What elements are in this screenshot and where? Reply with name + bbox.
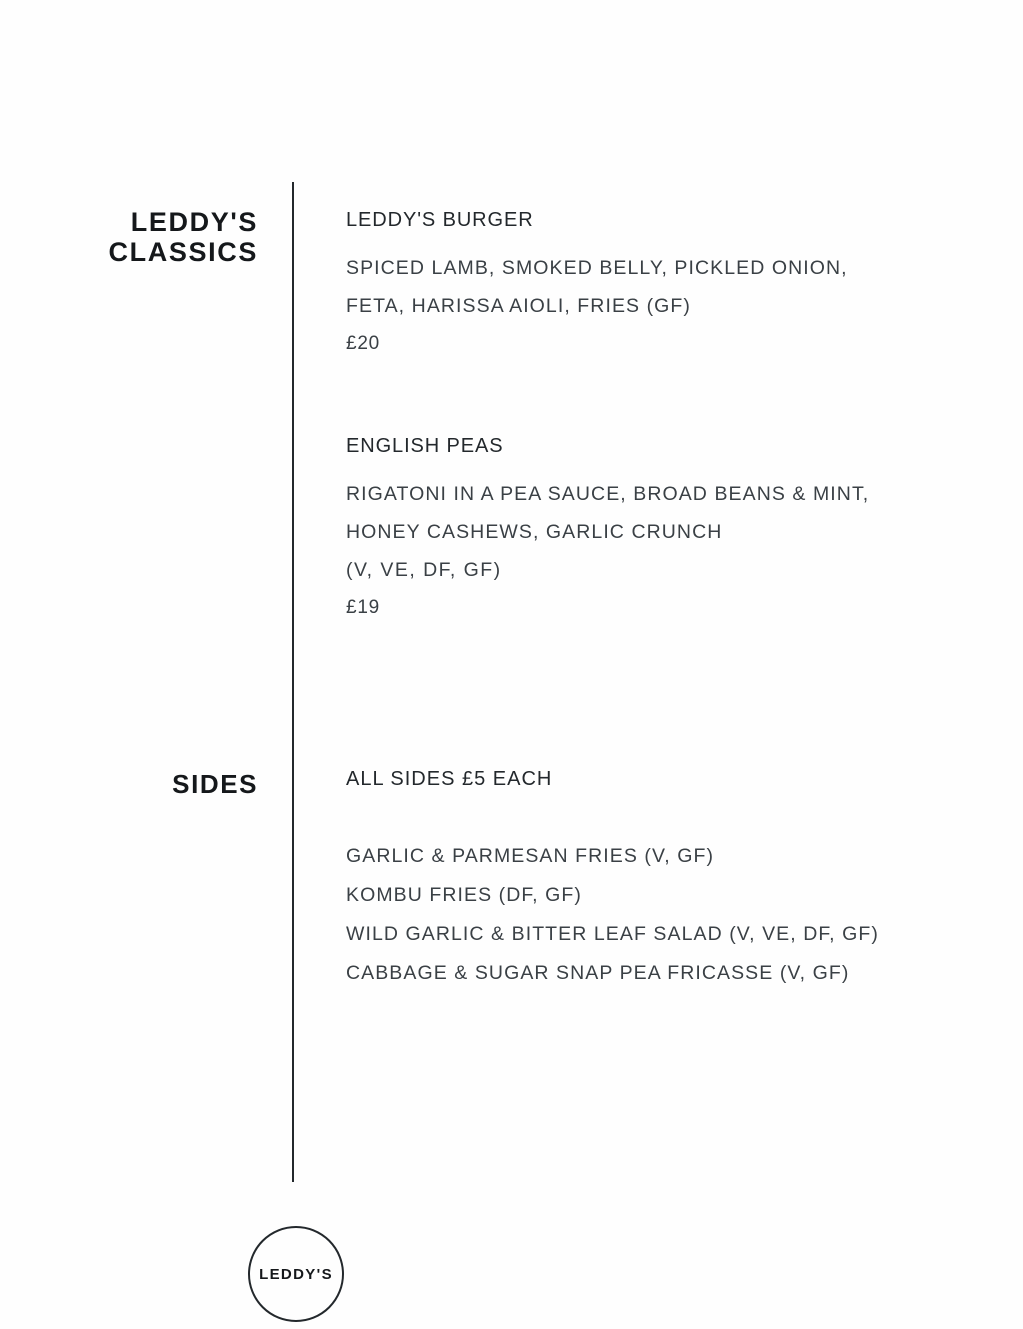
menu-item-price: £20 (346, 333, 380, 355)
menu-item-description-line-2: HONEY CASHEWS, GARLIC CRUNCH (346, 521, 723, 544)
menu-item-price: £19 (346, 597, 380, 619)
list-item: CABBAGE & SUGAR SNAP PEA FRICASSE (V, GF) (346, 962, 850, 984)
menu-item-english-peas (346, 434, 966, 626)
section-heading-classics (40, 207, 258, 267)
section-heading-classics-line-2: CLASSICS (108, 237, 258, 268)
item-spacer (346, 404, 966, 434)
section-heading-classics-line-1: LEDDY'S (130, 207, 258, 237)
leddys-logo (248, 1226, 344, 1322)
list-item: GARLIC & PARMESAN FRIES (V, GF) (346, 845, 715, 867)
list-item: KOMBU FRIES (DF, GF) (346, 884, 582, 906)
section-heading-sides-line-1: SIDES (172, 769, 258, 799)
list-item: WILD GARLIC & BITTER LEAF SALAD (V, VE, DF, GF) (346, 923, 879, 945)
logo-text: LEDDY'S (259, 1265, 333, 1283)
menu-item-burger (346, 208, 966, 362)
classics-items (346, 208, 966, 668)
menu-item-name: LEDDY'S BURGER (346, 209, 534, 231)
menu-item-dietary-tags: (V, VE, DF, GF) (346, 559, 502, 582)
menu-item-description-line-2: FETA, HARISSA AIOLI, FRIES (GF) (346, 295, 691, 318)
sides-items (346, 768, 986, 993)
menu-item-description-line-1: SPICED LAMB, SMOKED BELLY, PICKLED ONION, (346, 257, 848, 279)
sides-price-note: ALL SIDES £5 EACH (346, 768, 553, 790)
menu-item-name: ENGLISH PEAS (346, 435, 504, 458)
section-heading-sides (40, 770, 258, 799)
menu-item-description-line-1: RIGATONI IN A PEA SAUCE, BROAD BEANS & MINT, (346, 483, 870, 506)
vertical-divider (292, 182, 294, 1182)
sides-list (346, 837, 986, 993)
